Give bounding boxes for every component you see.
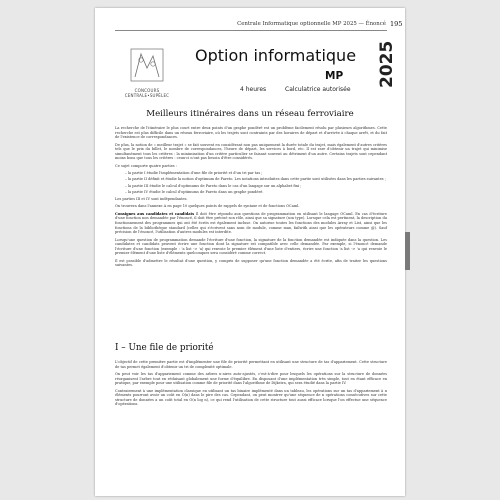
section-paragraph: Contrairement à une implémentation classique en utilisant un tas binaire implémenté dans un tableau, les opérations sur un tas d'appariement à n éléments pourront avoir un coût en O(n) dans le pire des cas. Cependant, on peut montrer qu'une séquence de n opérations consécutives sur cette structure de données a un coût total en O(n log n), ce qui rend l'utilisation de cette structure tout aussi efficace lorsque l'on effectue une séquence d'opérations. (115, 388, 387, 407)
logo-frame (131, 49, 163, 81)
section-paragraph: L'objectif de cette première partie est d'implémenter une file de priorité permettant en utilisant une structure de tas d'appariement. Cette structure de tas permet également d'obtenir un tri de complexité optimale. (115, 360, 387, 369)
logo-mark-lines (135, 54, 159, 77)
parts-list-item: – la partie I étudie l'implémentation d'une file de priorité et d'un tri par tas ; (125, 171, 387, 176)
section-body (115, 360, 387, 410)
header-rule (115, 30, 387, 31)
parts-list-item: – la partie II définit et étudie la notion d'optimum de Pareto. Les notations introduites dans cette partie sont utilisées dans les parties suivantes ; (125, 177, 387, 182)
section-title: I – Une file de priorité (115, 343, 214, 353)
calculator-policy: Calculatrice autorisée (285, 86, 351, 93)
intro-paragraph: De plus, la notion de « meilleur trajet » se fait souvent en considérant non pas uniquement la durée totale du trajet, mais également d'autres critères tels que le prix du billet, le nombre de correspondances, l'heure de départ, les services à bord, etc. Il est rare d'obtenir un trajet qui minimise simultanément tous les critères : la minimisation d'un critère particulier se faisant souvent au détriment d'un autre. Certains trajets sont cependant moins bons que tous les critères : ceux-ci n'ont pas besoin d'être considérés. (115, 142, 387, 161)
intro-paragraph: Les parties III et IV sont indépendantes. (115, 197, 188, 202)
intro-paragraph: Ce sujet comporte quatre parties : (115, 163, 177, 168)
section-paragraph: On peut voir les tas d'appariement comme des arbres n-aires auto-ajustés, c'est-à-dire pour lesquels les opérations sur la structure de données réorganisent l'arbre tout en réduisant globalement une forme d'équilibre. En disposant d'une implémentation très simple, tout en étant efficace en pratique, par exemple pour une utilisation comme file de priorité dans l'algorithme de Dijkstra, qui sera étudié dans la partie IV. (115, 371, 387, 386)
concours-logo (117, 46, 177, 94)
page-number: 195 (390, 20, 403, 28)
exam-year: 2025 (377, 40, 397, 88)
exam-page (95, 8, 405, 496)
exam-track: MP (325, 70, 344, 82)
intro-paragraph: On trouvera dans l'annexe A en page 10 quelques points de rappels de syntaxe et de fonctions OCaml. (115, 204, 300, 209)
intro-body (115, 126, 387, 271)
running-header: Centrale Informatique optionnelle MP 2025 — Énoncé (237, 21, 386, 27)
parts-list-item: – la partie III étudie le calcul d'optimums de Pareto dans le cas d'un langage sur un alphabet fini ; (125, 184, 387, 189)
logo-node (151, 62, 155, 66)
instructions-lead: Consignes aux candidates et candidats (115, 211, 195, 216)
instructions-paragraph (115, 212, 387, 235)
parts-list-item: – la partie IV étudie le calcul d'optimums de Pareto dans un graphe pondéré. (125, 190, 387, 195)
subject-title: Meilleurs itinéraires dans un réseau ferroviaire (146, 109, 354, 119)
intro-paragraph: La recherche de l'itinéraire le plus court entre deux points d'un graphe pondéré est un problème facilement résolu par plusieurs algorithmes. Cette recherche est plus difficile dans un réseau ferroviaire, où les trajets sont contraints par des horaires de départ et d'arrivée à chaque arrêt, et du fait de l'existence de correspondances. (115, 126, 387, 140)
instructions-text: Il doit être répondu aux questions de programmation en utilisant le langage OCaml. En cas d'écriture d'une fonction non demandée par l'énoncé, il doit être précisé son rôle, ainsi que sa signature (son type). Lorsque cela est pertinent, la description du fonctionnement des programmes qui ont été écrits est également incluse. On autorise toutes les fonctions des modules Array et List, ainsi que les fonctions de la bibliothèque standard (celles qui s'écrivent sans nom de module, comme max, failwith ainsi que les opérateurs comme @). Sauf précision de l'énoncé, l'utilisation d'autres modules est interdite. (115, 211, 387, 235)
exam-duration: 4 heures (240, 86, 267, 93)
instructions-paragraph: Lorsqu'une question de programmation demande l'écriture d'une fonction, la signature de la fonction demandée est indiquée dans la question. Les candidates et candidats peuvent écrire une fonction dont la signature est compatible avec celle demandée. Par exemple, si l'énoncé demande l'écriture d'une fonction (exemple : 'a list -> 'a) qui renvoie le premier élément d'une liste d'entiers, écrire une fonction 'a list -> 'a qui renvoie le premier élément d'une liste d'éléments quelconques sera considéré comme correct. (115, 237, 387, 256)
instructions-paragraph: Il est possible d'admettre le résultat d'une question, y compris de supposer qu'une fonction demandée a été écrite, afin de traiter les questions suivantes. (115, 258, 387, 268)
logo-caption: CONCOURS CENTRALE•SUPÉLEC (124, 88, 170, 98)
exam-title: Option informatique (195, 46, 357, 65)
page-edge-tab (405, 232, 410, 270)
parts-list (115, 171, 387, 194)
